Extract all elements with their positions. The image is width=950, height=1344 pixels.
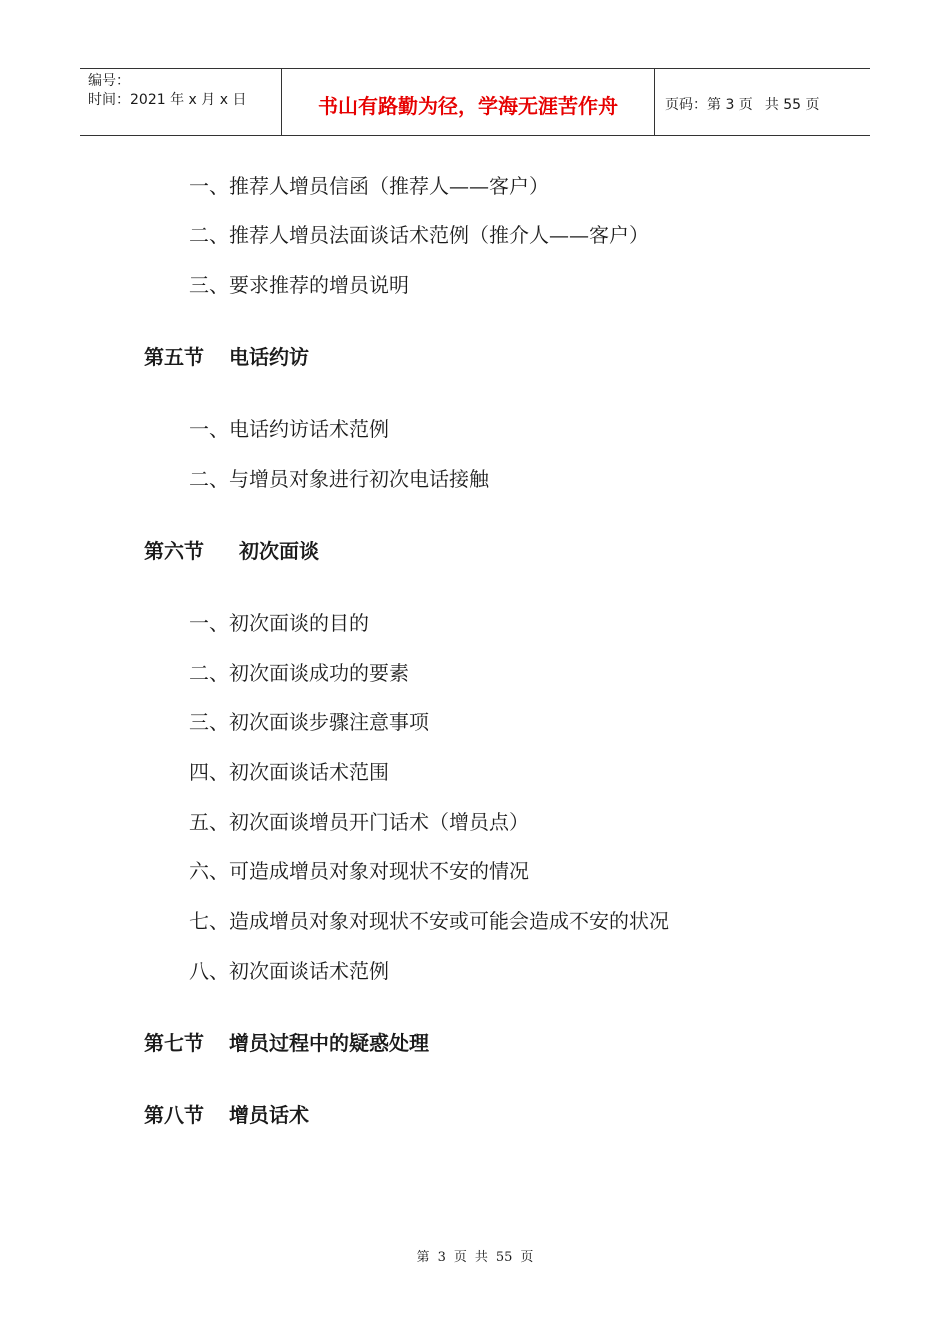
toc-item: 八、初次面谈话术范例 <box>189 959 389 983</box>
header-number: 编号： <box>88 73 130 89</box>
toc-item: 二、与增员对象进行初次电话接触 <box>189 467 489 491</box>
toc-item: 七、造成增员对象对现状不安或可能会造成不安的状况 <box>189 909 669 933</box>
header-meta <box>80 69 282 135</box>
toc-item: 二、初次面谈成功的要素 <box>189 661 409 685</box>
page-header <box>80 68 870 136</box>
header-page-info <box>655 69 870 135</box>
section-heading <box>144 1030 429 1056</box>
section-number: 第五节 <box>144 345 204 369</box>
toc-item: 一、电话约访话术范例 <box>189 417 389 441</box>
section-title: 初次面谈 <box>239 539 319 563</box>
toc-item: 一、推荐人增员信函（推荐人——客户） <box>189 174 549 198</box>
section-heading <box>144 1102 309 1128</box>
section-title: 增员过程中的疑惑处理 <box>229 1031 429 1055</box>
footer-text: 第 <box>416 1250 430 1265</box>
section-heading <box>144 538 319 564</box>
section-title: 电话约访 <box>229 345 309 369</box>
section-number: 第六节 <box>144 539 204 563</box>
toc-item: 二、推荐人增员法面谈话术范例（推介人——客户） <box>189 223 649 247</box>
section-title: 增员话术 <box>229 1103 309 1127</box>
footer-text: 共 <box>474 1250 488 1265</box>
footer-total-pages: 55 <box>495 1250 513 1265</box>
header-motto: 书山有路勤为径，学海无涯苦作舟 <box>282 69 655 135</box>
page-footer <box>0 1246 950 1265</box>
section-number: 第八节 <box>144 1103 204 1127</box>
toc-item: 一、初次面谈的目的 <box>189 611 369 635</box>
section-number: 第七节 <box>144 1031 204 1055</box>
toc-item: 六、可造成增员对象对现状不安的情况 <box>189 859 529 883</box>
toc-item: 三、初次面谈步骤注意事项 <box>189 710 429 734</box>
toc-item: 五、初次面谈增员开门话术（增员点） <box>189 810 529 834</box>
footer-text: 页 <box>520 1250 534 1265</box>
section-heading <box>144 344 309 370</box>
toc-item: 三、要求推荐的增员说明 <box>189 273 409 297</box>
header-page: 页码：第 3 页 <box>665 96 753 113</box>
header-time: 时间：2021 年 x 月 x 日 <box>88 92 247 108</box>
toc-item: 四、初次面谈话术范围 <box>189 760 389 784</box>
footer-text: 页 <box>453 1250 467 1265</box>
header-total: 共 55 页 <box>764 96 820 113</box>
footer-page-number: 3 <box>437 1250 446 1265</box>
